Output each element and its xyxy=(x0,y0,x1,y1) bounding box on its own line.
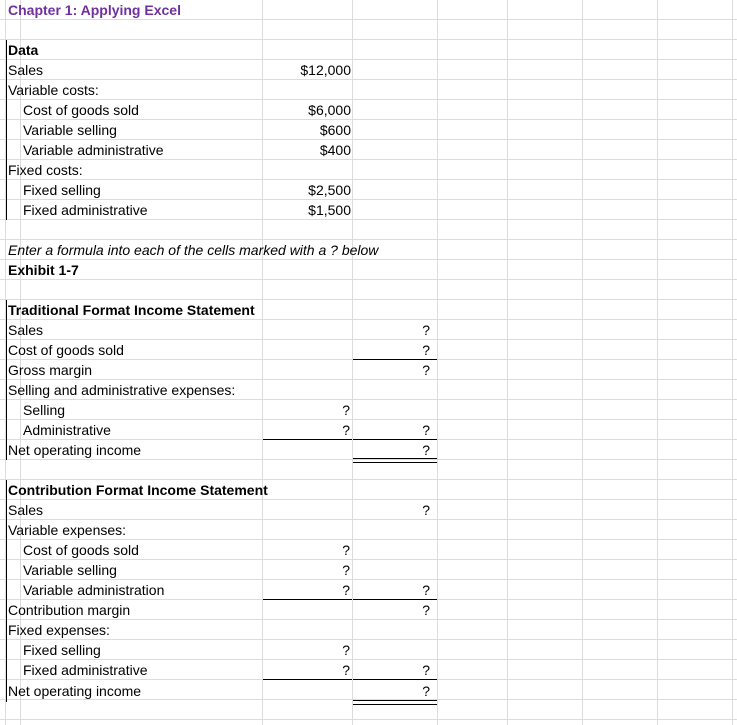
data-fixed-selling-value[interactable]: $2,500 xyxy=(308,182,351,198)
contribution-heading[interactable]: Contribution Format Income Statement xyxy=(8,482,268,498)
contrib-variable-expenses-label[interactable]: Variable expenses: xyxy=(8,522,127,538)
trad-cogs-cell[interactable]: ? xyxy=(422,342,430,358)
trad-sales-cell[interactable]: ? xyxy=(422,322,430,338)
trad-gross-margin-cell[interactable]: ? xyxy=(422,362,430,378)
data-fixed-costs-label[interactable]: Fixed costs: xyxy=(8,162,83,178)
trad-gross-margin-label[interactable]: Gross margin xyxy=(8,362,93,378)
trad-sa-expenses-label[interactable]: Selling and administrative expenses: xyxy=(8,382,236,398)
data-cogs-label[interactable]: Cost of goods sold xyxy=(23,102,139,118)
contrib-sales-cell[interactable]: ? xyxy=(422,502,430,518)
contrib-fixed-selling-cell[interactable]: ? xyxy=(342,642,350,658)
contrib-var-admin-cell[interactable]: ? xyxy=(342,582,350,598)
contrib-fixed-total-cell[interactable]: ? xyxy=(422,662,430,678)
data-sales-value[interactable]: $12,000 xyxy=(300,62,351,78)
contrib-margin-label[interactable]: Contribution margin xyxy=(8,602,131,618)
data-fixed-selling-label[interactable]: Fixed selling xyxy=(23,182,101,198)
trad-selling-label[interactable]: Selling xyxy=(23,402,66,418)
data-variable-costs-label[interactable]: Variable costs: xyxy=(8,82,99,98)
contrib-var-admin-label[interactable]: Variable administration xyxy=(23,582,165,598)
trad-noi-label[interactable]: Net operating income xyxy=(8,442,142,458)
trad-sa-total-cell[interactable]: ? xyxy=(422,422,430,438)
trad-cogs-label[interactable]: Cost of goods sold xyxy=(8,342,124,358)
data-var-admin-value[interactable]: $400 xyxy=(319,142,351,158)
data-fixed-admin-value[interactable]: $1,500 xyxy=(308,202,351,218)
contrib-cogs-label[interactable]: Cost of goods sold xyxy=(23,542,139,558)
contrib-var-selling-cell[interactable]: ? xyxy=(342,562,350,578)
data-heading[interactable]: Data xyxy=(8,42,39,58)
data-var-admin-label[interactable]: Variable administrative xyxy=(23,142,164,158)
trad-noi-cell[interactable]: ? xyxy=(422,442,430,458)
contrib-var-selling-label[interactable]: Variable selling xyxy=(23,562,117,578)
data-fixed-admin-label[interactable]: Fixed administrative xyxy=(23,202,148,218)
contrib-fixed-selling-label[interactable]: Fixed selling xyxy=(23,642,101,658)
instruction-text[interactable]: Enter a formula into each of the cells marked with a ? below xyxy=(8,242,379,258)
contrib-noi-cell[interactable]: ? xyxy=(422,683,430,699)
contrib-fixed-admin-label[interactable]: Fixed administrative xyxy=(23,662,148,678)
contrib-var-total-cell[interactable]: ? xyxy=(422,582,430,598)
exhibit-label[interactable]: Exhibit 1-7 xyxy=(8,262,79,278)
data-var-selling-value[interactable]: $600 xyxy=(319,122,351,138)
contrib-fixed-admin-cell[interactable]: ? xyxy=(342,662,350,678)
contrib-fixed-expenses-label[interactable]: Fixed expenses: xyxy=(8,622,110,638)
trad-admin-cell[interactable]: ? xyxy=(342,422,350,438)
trad-admin-label[interactable]: Administrative xyxy=(23,422,111,438)
data-cogs-value[interactable]: $6,000 xyxy=(308,102,351,118)
trad-selling-cell[interactable]: ? xyxy=(342,402,350,418)
contrib-margin-cell[interactable]: ? xyxy=(422,602,430,618)
data-sales-label[interactable]: Sales xyxy=(8,62,44,78)
contrib-noi-label[interactable]: Net operating income xyxy=(8,683,142,699)
contrib-sales-label[interactable]: Sales xyxy=(8,502,44,518)
sheet-title[interactable]: Chapter 1: Applying Excel xyxy=(8,2,181,18)
data-var-selling-label[interactable]: Variable selling xyxy=(23,122,117,138)
contrib-cogs-cell[interactable]: ? xyxy=(342,542,350,558)
trad-sales-label[interactable]: Sales xyxy=(8,322,44,338)
traditional-heading[interactable]: Traditional Format Income Statement xyxy=(8,302,255,318)
